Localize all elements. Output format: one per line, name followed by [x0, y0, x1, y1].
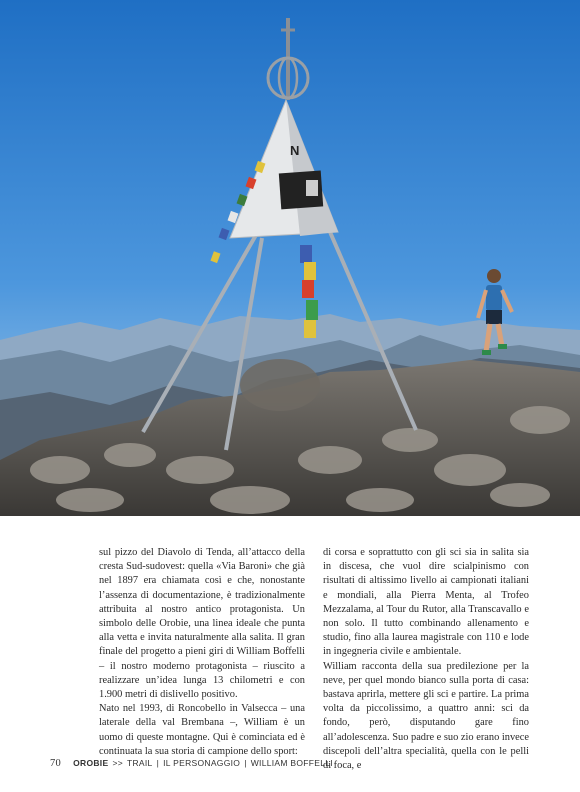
category-name: IL PERSONAGGIO	[163, 758, 241, 768]
article-column-left	[99, 546, 305, 759]
summit-marker-letter: N	[290, 143, 300, 158]
breadcrumb-divider: |	[244, 758, 247, 768]
page-footer	[50, 756, 337, 770]
breadcrumb-divider: |	[156, 758, 160, 768]
paragraph: William racconta della sua predilezione per la neve, per quel mondo bianco sulla porta di casa: bastava aprirla, mettere gli sci e partire. La prima volta da piccolissimo, a quattro anni: sci da fondo, però, disputando gare fino all’adolescenza. Suo padre e suo zio erano invece discepoli dell’altra specialità, quella con le pelli di foca, e	[323, 660, 529, 772]
magazine-name: OROBIE	[73, 758, 109, 768]
paragraph: sul pizzo del Diavolo di Tenda, all’attacco della cresta Sud-sudovest: quella «Via Baroni» che già nel 1897 era chiamata così e che, nonostante l’assenza di documentazione, è tradizionalmente attribuita al nostro antico protagonista. Un simbolo delle Orobie, una linea ideale che punta alla vetta e invita naturalmente alla salita. Il gran finale del progetto a pieni giri di William Boffelli – il nostro moderno protagonista – riuscito a realizzare un’idea lunga 13 chilometri e con 1.900 metri di dislivello positivo.	[99, 547, 305, 701]
page-number: 70	[50, 757, 62, 769]
article-column-right	[323, 546, 529, 773]
paragraph: di corsa e soprattutto con gli sci sia in salita sia in discesa, che vuol dire scialpinismo con risultati di altissimo livello ai campionati italiani e mondiali, alla Pierra Menta, al Trofeo Mezzalama, al Tour du Rutor, alla Transcavallo e non solo. Il tutto combinando allenamento e studio, fino alla laurea magistrale con 110 e lode in ingegneria civile e ambientale.	[323, 547, 529, 658]
breadcrumb-arrows: >>	[112, 758, 123, 768]
subject-name: WILLIAM BOFFELLI	[250, 758, 333, 768]
section-name: TRAIL	[126, 758, 153, 768]
paragraph: Nato nel 1993, di Roncobello in Valsecca – una laterale della val Brembana –, William è un uomo di queste montagne. Qui è cominciata ed è continuata la sua storia di campione dello sport:	[99, 703, 305, 757]
